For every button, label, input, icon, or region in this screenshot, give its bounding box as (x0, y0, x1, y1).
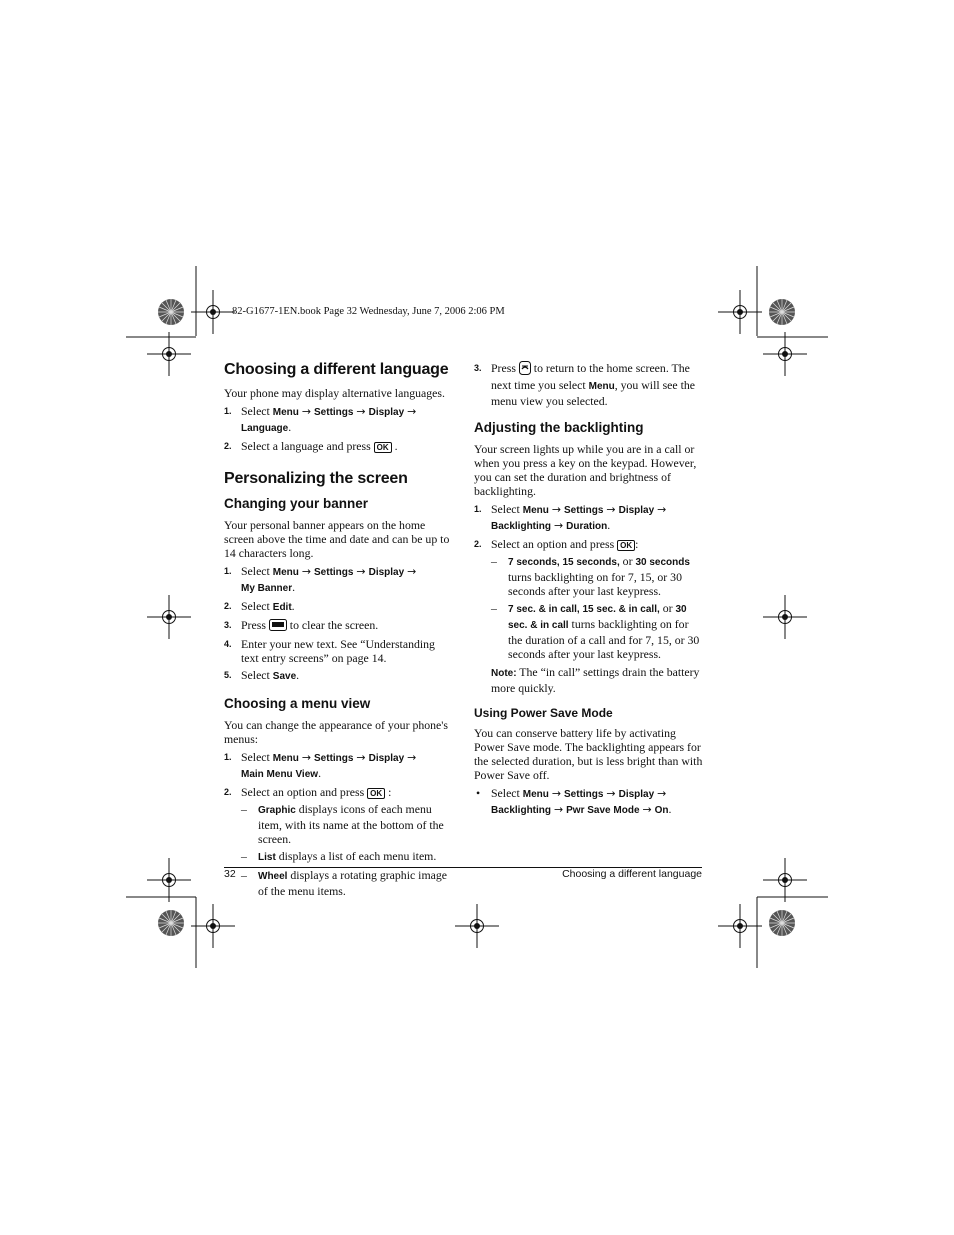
back-key-icon (269, 619, 287, 634)
power-save-intro: You can conserve battery life by activating Power Save mode. The backlighting appears for the selected duration, but is less bright than with Power Save off. (474, 726, 703, 782)
step-text: Select (241, 404, 273, 418)
menu-path-item: Settings (564, 505, 604, 516)
step-text: Select a language and press (241, 439, 374, 453)
arrow-icon: → (606, 787, 616, 800)
option-text: displays a list of each menu item. (275, 848, 437, 863)
option-item (224, 868, 454, 898)
list-item (474, 361, 704, 408)
arrow-icon: → (551, 503, 562, 516)
subheading-banner: Changing your banner (224, 496, 369, 511)
note-label: Note: (491, 668, 517, 679)
dash-marker: – (491, 601, 497, 615)
menu-path-item: Settings (314, 752, 354, 764)
arrow-icon: → (301, 405, 312, 418)
arrow-icon: → (356, 405, 366, 418)
option-label: Menu (588, 381, 615, 392)
footer-section-title: Choosing a different language (562, 868, 702, 880)
step-number: 3. (474, 363, 482, 373)
menu-path-item: Settings (314, 407, 354, 418)
step-text: Select an option and press (491, 537, 618, 551)
arrow-icon: → (606, 503, 616, 516)
step-number: 4. (224, 638, 232, 649)
backlighting-intro: Your screen lights up while you are in a call or when you press a key on the keypad. However, you can set the duration and brightness of backlighting. (474, 442, 697, 498)
step-text: . (288, 420, 292, 434)
print-header: 82-G1677-1EN.book Page 32 Wednesday, June 7, 2006 2:06 PM (232, 306, 505, 317)
list-item (224, 564, 454, 596)
menu-path-item: Menu (272, 752, 299, 764)
end-key-icon (519, 361, 531, 378)
step-text: : (388, 784, 392, 799)
arrow-icon: → (356, 750, 366, 764)
ok-key-icon: OK (374, 442, 392, 453)
option-text: turns backlighting on for the duration of a call and for 7, 15, or 30 seconds after your last keypress. (508, 617, 700, 661)
menu-path-item: Duration (566, 521, 608, 532)
step-text: . (291, 599, 295, 613)
option-label: Save (272, 670, 297, 682)
language-intro: Your phone may display alternative languages. (224, 386, 445, 400)
dash-marker: – (241, 867, 247, 882)
step-text: : (635, 537, 639, 551)
step-number: 2. (224, 441, 232, 451)
list-item (474, 502, 704, 534)
subheading-menu-view: Choosing a menu view (224, 695, 371, 711)
step-number: 1. (224, 566, 232, 576)
menu-path-item: My Banner (241, 583, 293, 594)
menu-view-intro: You can change the appearance of your phone's menus: (224, 717, 449, 746)
step-text: Select (491, 786, 523, 800)
step-text: . (668, 802, 672, 816)
option-item (224, 849, 454, 865)
step-number: 1. (224, 751, 232, 762)
step-text: Enter your new text. See “Understanding text entry screens” on page 14. (241, 636, 435, 665)
arrow-icon: → (551, 787, 562, 800)
step-text: . (318, 765, 322, 780)
list-item (224, 404, 454, 436)
arrow-icon: → (657, 787, 667, 800)
option-item (474, 554, 704, 598)
step-text: . (607, 518, 611, 532)
option-label: List (258, 851, 276, 863)
menu-path-item: Settings (564, 789, 604, 800)
dash-marker: – (241, 848, 247, 863)
step-text: . (292, 580, 296, 594)
step-number: 5. (224, 669, 232, 680)
menu-path-item: Menu (272, 407, 299, 418)
step-number: 1. (474, 504, 482, 514)
step-text: Press (491, 361, 519, 376)
list-item (474, 786, 704, 818)
ok-key-icon: OK (367, 788, 385, 799)
menu-path-item: Pwr Save Mode (566, 805, 640, 816)
menu-path-item: Menu (522, 789, 549, 800)
section-title-language: Choosing a different language (224, 361, 449, 378)
list-item (474, 537, 704, 551)
step-number: 3. (224, 620, 232, 630)
menu-path-item: Menu (522, 505, 549, 516)
arrow-icon: → (407, 750, 417, 764)
subheading-power-save: Using Power Save Mode (474, 706, 613, 720)
list-item (224, 750, 454, 782)
bullet-marker: • (476, 786, 481, 800)
step-text: . (394, 439, 398, 453)
dash-marker: – (241, 801, 247, 816)
dash-marker: – (491, 554, 497, 568)
option-label: Graphic (258, 804, 296, 816)
arrow-icon: → (642, 803, 652, 816)
arrow-icon: → (301, 565, 312, 578)
menu-path-item: Backlighting (491, 805, 552, 816)
ok-key-icon: OK (617, 540, 635, 551)
step-text: Select (491, 502, 523, 516)
option-label: 7 sec. & in call, 15 sec. & in call, (508, 604, 660, 615)
section-title-personalizing: Personalizing the screen (224, 470, 408, 487)
right-column (474, 361, 704, 821)
arrow-icon: → (407, 405, 417, 418)
list-item (224, 785, 454, 799)
menu-path-item: Display (368, 407, 405, 418)
menu-path-item: Display (368, 752, 405, 764)
step-number: 1. (224, 406, 232, 416)
note-text: The “in call” settings drain the battery more quickly. (491, 665, 700, 695)
list-item (224, 439, 454, 453)
menu-path-item: Language (241, 423, 289, 434)
menu-path-item: Menu (272, 567, 299, 578)
option-text: turns backlighting on for 7, 15, or 30 seconds after your last keypress. (508, 570, 682, 598)
option-text: or (619, 554, 636, 568)
step-text: Select (241, 749, 273, 764)
option-label: Edit (272, 602, 292, 613)
menu-path-item: Settings (314, 567, 354, 578)
option-label: 30 seconds (635, 557, 690, 568)
option-label: 7 seconds, 15 seconds, (508, 557, 620, 568)
step-text: . (296, 667, 300, 682)
option-label: 30 sec. & in call (508, 604, 687, 631)
option-text: displays a rotating graphic image of the menu items. (258, 867, 447, 898)
page-number: 32 (224, 868, 236, 880)
note (474, 665, 704, 695)
arrow-icon: → (356, 565, 366, 578)
arrow-icon: → (553, 803, 564, 816)
step-text: Press (241, 618, 269, 632)
step-text: Select (241, 667, 273, 682)
step-number: 2. (474, 539, 482, 549)
menu-path-item: On (654, 805, 669, 816)
step-text: Select (241, 599, 273, 613)
step-text: Select an option and press (241, 784, 368, 799)
menu-path-item: Main Menu View (241, 768, 319, 780)
list-item (224, 668, 454, 684)
list-item (224, 618, 454, 634)
arrow-icon: → (553, 519, 564, 532)
banner-intro: Your personal banner appears on the home screen above the time and date and can be up to 14 characters long. (224, 518, 450, 560)
left-column (224, 360, 454, 901)
step-text: to return to the home screen. The next time you select (491, 361, 690, 392)
step-text: , you will see the menu view you selected. (491, 378, 696, 408)
arrow-icon: → (301, 750, 312, 764)
list-item (224, 637, 454, 665)
arrow-icon: → (407, 565, 417, 578)
option-item (224, 802, 454, 846)
option-item (474, 601, 704, 661)
arrow-icon: → (657, 503, 667, 516)
menu-path-item: Display (618, 789, 655, 800)
option-label: Wheel (258, 870, 288, 882)
step-number: 2. (224, 601, 232, 611)
option-text: or (659, 601, 676, 615)
menu-path-item: Backlighting (491, 521, 552, 532)
step-text: Select (241, 564, 273, 578)
step-number: 2. (224, 786, 232, 797)
step-text: to clear the screen. (286, 618, 379, 632)
list-item (224, 599, 454, 615)
subheading-backlighting: Adjusting the backlighting (474, 420, 644, 435)
menu-path-item: Display (368, 567, 405, 578)
option-text: displays icons of each menu item, with its name at the bottom of the screen. (258, 801, 444, 846)
menu-path-item: Display (618, 505, 655, 516)
